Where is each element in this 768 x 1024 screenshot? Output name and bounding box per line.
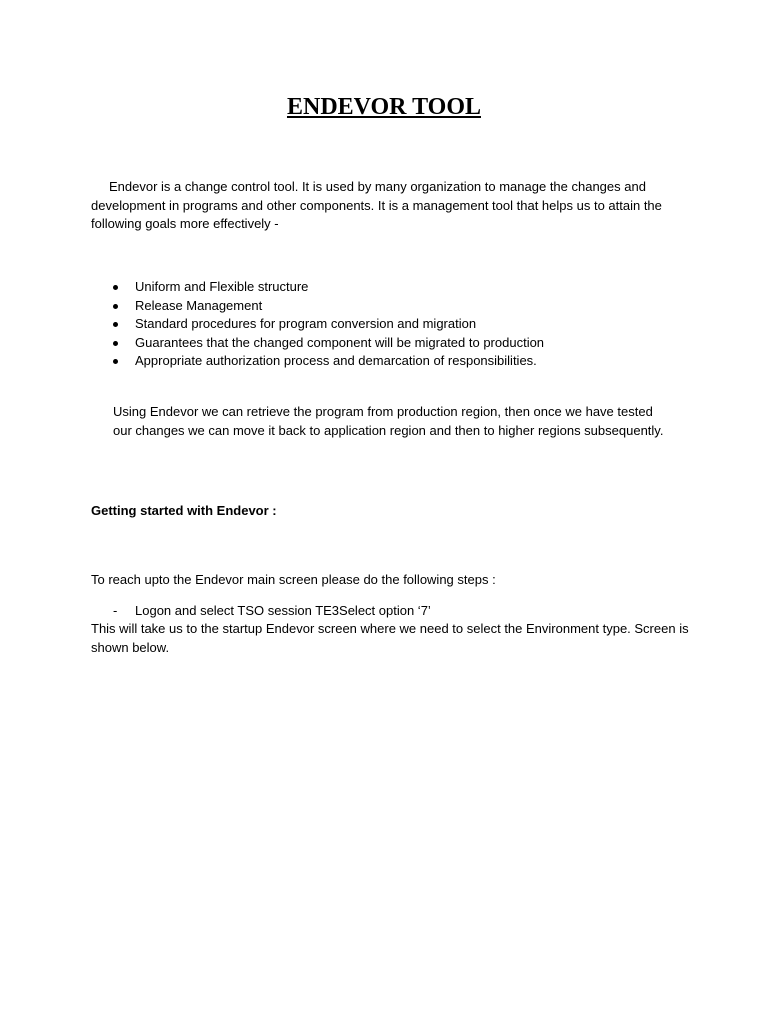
list-item — [112, 278, 544, 297]
list-item — [112, 334, 544, 353]
list-item-text: Standard procedures for program conversion and migration — [135, 316, 477, 331]
list-item — [112, 315, 544, 334]
bullet-icon — [113, 285, 118, 290]
page-title: ENDEVOR TOOL — [286, 94, 481, 120]
goals-list — [112, 278, 544, 371]
bullet-icon — [113, 359, 118, 364]
retrieve-paragraph: Using Endevor we can retrieve the program from production region, then once we have tested our changes we can move it back to application region and then to higher regions subsequently. — [113, 404, 664, 438]
list-item — [112, 352, 544, 371]
bullet-icon — [113, 322, 118, 327]
bullet-icon — [113, 304, 118, 309]
step-text: Logon and select TSO session TE3Select option ‘7’ — [135, 603, 431, 618]
steps-intro-text: To reach upto the Endevor main screen please do the following steps : — [91, 572, 496, 587]
list-item — [112, 297, 544, 316]
list-item-text: Guarantees that the changed component will be migrated to production — [135, 334, 545, 350]
outro-paragraph: This will take us to the startup Endevor screen where we need to select the Environment type. Screen is shown below. — [91, 621, 689, 655]
intro-paragraph: Endevor is a change control tool. It is used by many organization to manage the changes and development in programs and other components. It is a management tool that helps us to attain the following goals more effectively - — [91, 179, 662, 231]
step-item — [113, 603, 431, 618]
bullet-icon — [113, 341, 118, 346]
dash-marker: - — [113, 603, 118, 618]
list-item-text: Appropriate authorization process and demarcation of responsibilities. — [135, 353, 537, 368]
list-item-text: Release Management — [135, 297, 263, 313]
list-item-text: Uniform and Flexible structure — [135, 279, 309, 294]
section-heading: Getting started with Endevor : — [91, 503, 277, 518]
